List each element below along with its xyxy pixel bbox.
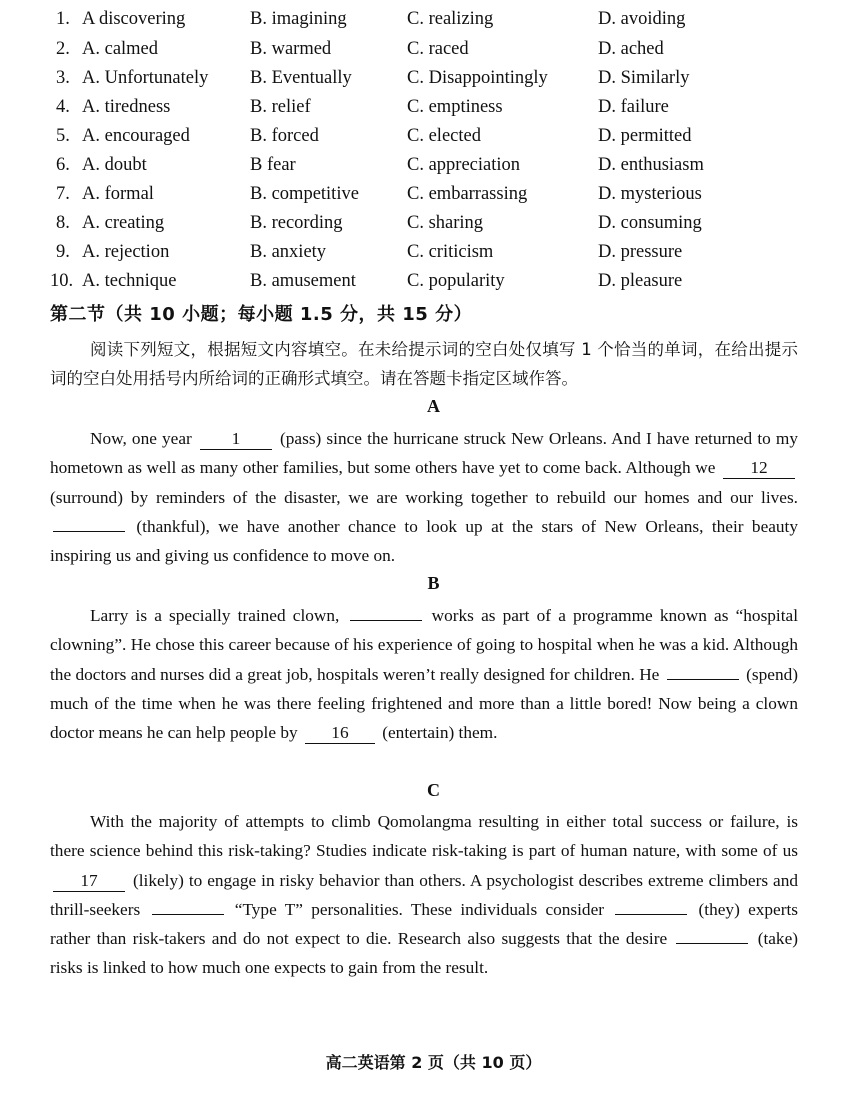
- blank-17: 17: [53, 871, 125, 892]
- passage-text: (spend) much of the time when he was there feeling frightened and more than a little bored! Now being a clown doctor means he can help people by: [50, 664, 798, 743]
- option-d: D. pleasure: [598, 271, 683, 291]
- option-d: D. ached: [598, 39, 664, 59]
- question-number: 10.: [50, 271, 74, 291]
- option-a: A. rejection: [82, 242, 170, 262]
- blank-18: [152, 914, 224, 915]
- question-number: 6.: [56, 155, 70, 175]
- option-row-9: [0, 242, 867, 270]
- passage-text: (thankful), we have another chance to look up at the stars of New Orleans, their beauty inspiring us and giving us confidence to move on.: [50, 516, 798, 566]
- question-number: 2.: [56, 39, 70, 59]
- question-number: 4.: [56, 97, 70, 117]
- option-b: B fear: [250, 155, 296, 175]
- option-b: B. forced: [250, 126, 319, 146]
- section-instructions: 阅读下列短文，根据短文内容填空。在未给提示词的空白处仅填写 1 个恰当的单词，在给出提示词的空白处用括号内所给词的正确形式填空。请在答题卡指定区域作答。: [50, 340, 798, 388]
- option-a: A. technique: [82, 271, 177, 291]
- blank-14: [350, 620, 422, 621]
- passage-text: “Type T” personalities. These individuals consider: [226, 899, 613, 919]
- option-c: C. appreciation: [407, 155, 521, 175]
- passage-text: With the majority of attempts to climb Qomolangma resulting in either total success or failure, is there science behind this risk-taking? Studies indicate risk-taking is part of human nature, with some of us: [50, 812, 798, 861]
- blank-19: [615, 914, 687, 915]
- option-row-7: [0, 184, 867, 212]
- question-number: 1.: [56, 9, 70, 29]
- passage-text: Larry is a specially trained clown,: [90, 606, 347, 625]
- option-d: D. failure: [598, 97, 669, 117]
- question-number: 8.: [56, 213, 70, 233]
- option-d: D. consuming: [598, 213, 702, 233]
- option-d: D. avoiding: [598, 9, 686, 29]
- option-d: D. Similarly: [598, 68, 690, 88]
- passage-text: (surround) by reminders of the disaster, we are working together to rebuild our homes and our lives.: [50, 487, 798, 507]
- blank-16: 16: [305, 723, 375, 744]
- option-a: A discovering: [82, 9, 186, 29]
- passage-a-title: A: [427, 396, 440, 416]
- option-row-6: [0, 155, 867, 183]
- question-number: 3.: [56, 68, 70, 88]
- option-c: C. criticism: [407, 242, 494, 262]
- option-b: B. amusement: [250, 271, 356, 291]
- section-heading: 第二节（共 10 小题；每小题 1.5 分，共 15 分）: [50, 304, 473, 325]
- question-number: 5.: [56, 126, 70, 146]
- option-a: A. calmed: [82, 39, 159, 59]
- passage-text: (entertain) them.: [377, 723, 498, 743]
- option-row-10: [0, 271, 867, 299]
- option-a: A. formal: [82, 184, 154, 204]
- option-a: A. Unfortunately: [82, 68, 209, 88]
- option-b: B. Eventually: [250, 68, 352, 88]
- option-row-5: [0, 126, 867, 154]
- option-b: B. recording: [250, 213, 343, 233]
- option-d: D. permitted: [598, 126, 692, 146]
- option-b: B. relief: [250, 97, 311, 117]
- option-a: A. encouraged: [82, 126, 190, 146]
- blank-12: 12: [723, 458, 795, 479]
- option-c: C. raced: [407, 39, 469, 59]
- passage-text: (they) experts rather than risk-takers and do not expect to die. Research also suggests that the desire: [50, 899, 798, 949]
- option-c: C. elected: [407, 126, 481, 146]
- option-row-3: [0, 68, 867, 96]
- blank-15: [667, 679, 739, 680]
- option-d: D. mysterious: [598, 184, 702, 204]
- question-number: 9.: [56, 242, 70, 262]
- option-row-2: [0, 39, 867, 67]
- passage-text: Now, one year: [90, 429, 197, 448]
- option-c: C. Disappointingly: [407, 68, 548, 88]
- option-b: B. anxiety: [250, 242, 327, 262]
- option-b: B. warmed: [250, 39, 332, 59]
- option-c: C. sharing: [407, 213, 484, 233]
- passage-text: (likely) to engage in risky behavior than others. A psychologist describes extreme climbers and thrill-seekers: [50, 870, 798, 919]
- passage-c-title: C: [427, 780, 440, 800]
- option-c: C. embarrassing: [407, 184, 528, 204]
- blank-20: [676, 943, 748, 944]
- blank-13: [53, 531, 125, 532]
- option-d: D. pressure: [598, 242, 683, 262]
- option-a: A. doubt: [82, 155, 147, 175]
- option-c: C. emptiness: [407, 97, 503, 117]
- option-row-8: [0, 213, 867, 241]
- option-a: A. tiredness: [82, 97, 171, 117]
- option-d: D. enthusiasm: [598, 155, 704, 175]
- page-footer: 高二英语第 2 页（共 10 页）: [325, 1053, 542, 1072]
- option-b: B. imagining: [250, 9, 347, 29]
- option-row-4: [0, 97, 867, 125]
- option-row-1: [0, 9, 867, 37]
- passage-a: [50, 424, 798, 570]
- passage-text: (pass) since the hurricane struck New Orleans. And I have returned to my hometown as well as many other families, but some others have yet to come back. Although we: [50, 429, 798, 478]
- option-a: A. creating: [82, 213, 165, 233]
- option-c: C. popularity: [407, 271, 505, 291]
- passage-text: works as part of a programme known as “hospital clowning”. He chose this career because of his experience of going to hospital when he was a kid. Although the doctors and nurses did a great job, hospitals weren’t really designed for children. He: [50, 606, 799, 684]
- question-number: 7.: [56, 184, 70, 204]
- passage-text: (take) risks is linked to how much one expects to gain from the result.: [50, 929, 798, 978]
- option-c: C. realizing: [407, 9, 494, 29]
- passage-b: [50, 601, 798, 747]
- option-b: B. competitive: [250, 184, 359, 204]
- passage-c: [50, 807, 798, 983]
- passage-b-title: B: [427, 573, 440, 593]
- blank-1: 1: [200, 429, 272, 450]
